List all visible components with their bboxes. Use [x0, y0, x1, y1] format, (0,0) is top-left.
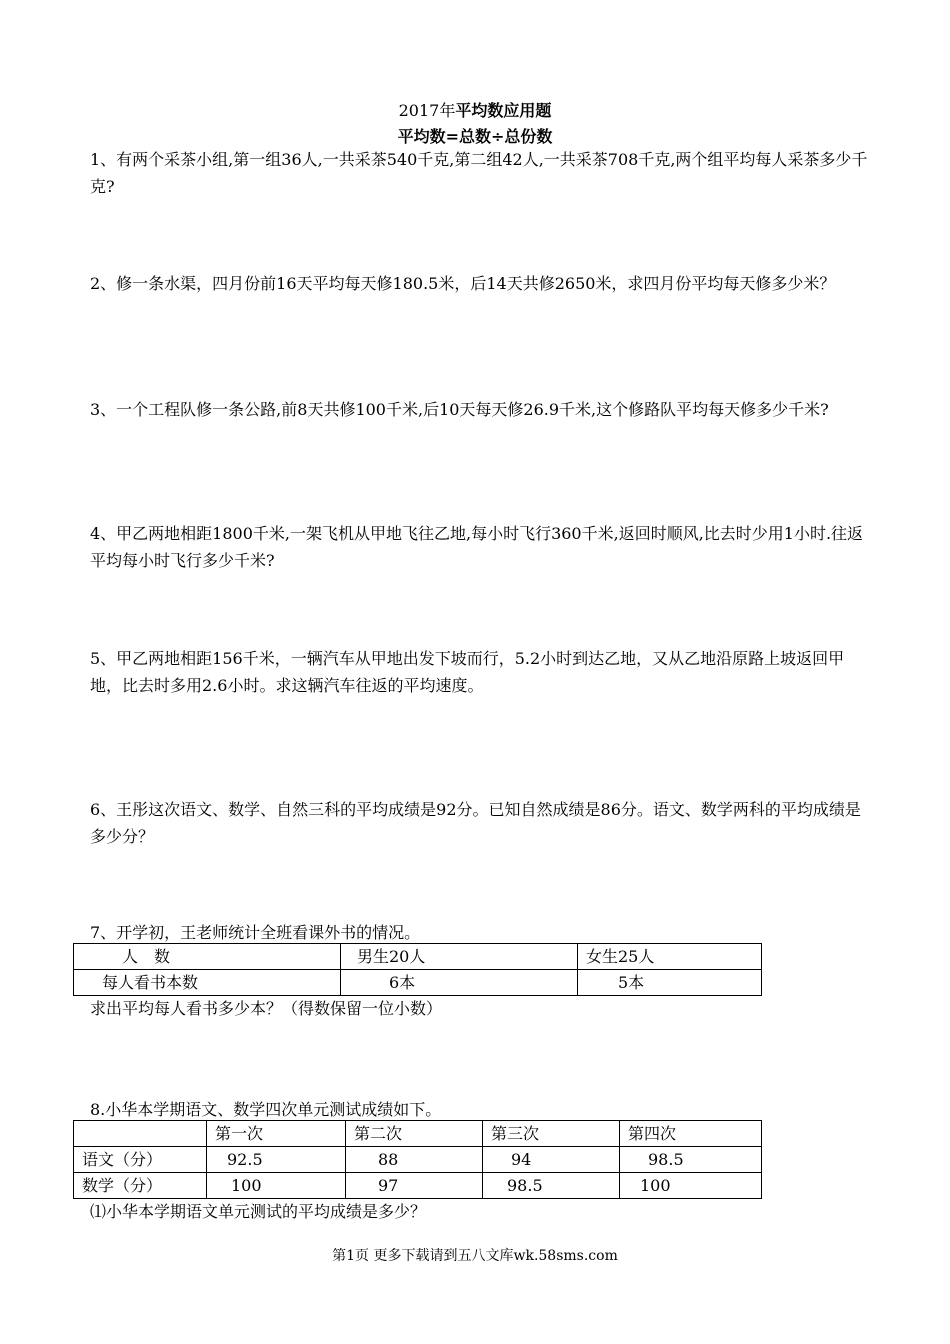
- table-cell: 语文（分）: [74, 1147, 207, 1173]
- document-title: [0, 98, 950, 121]
- reading-table: [73, 943, 762, 996]
- formula-heading: 平均数=总数÷总份数: [397, 127, 553, 146]
- question-8-sub1: ⑴小华本学期语文单元测试的平均成绩是多少？: [90, 1202, 427, 1221]
- table-cell: 男生20人: [341, 944, 578, 970]
- table-row: [74, 1173, 762, 1199]
- table-cell: 第二次: [346, 1121, 483, 1147]
- question-5: 5、甲乙两地相距156千米，一辆汽车从甲地出发下坡而行，5.2小时到达乙地，又从乙地沿原路上坡返回甲地，比去时多用2.6小时。求这辆汽车往返的平均速度。: [90, 649, 845, 695]
- table-row: [74, 944, 762, 970]
- page-footer: 第1页 更多下载请到五八文库wk.58sms.com: [332, 1248, 618, 1264]
- table-cell: 女生25人: [578, 944, 762, 970]
- question-7-ask: 求出平均每人看书多少本？（得数保留一位小数）: [90, 999, 443, 1018]
- table-cell: 94: [483, 1147, 620, 1173]
- table-cell: 100: [207, 1173, 346, 1199]
- table-cell: 5本: [578, 970, 762, 996]
- question-1: 1、有两个采茶小组,第一组36人,一共采茶540千克,第二组42人,一共采茶708千克,两个组平均每人采茶多少千克?: [90, 150, 868, 196]
- table-cell: 数学（分）: [74, 1173, 207, 1199]
- table-row: [74, 970, 762, 996]
- question-3: 3、一个工程队修一条公路,前8天共修100千米,后10天每天修26.9千米,这个修路队平均每天修多少千米?: [90, 400, 829, 419]
- question-2: 2、修一条水渠，四月份前16天平均每天修180.5米，后14天共修2650米，求四月份平均每天修多少米？: [90, 274, 836, 293]
- table-cell: 100: [620, 1173, 762, 1199]
- table-cell: 第一次: [207, 1121, 346, 1147]
- question-4: 4、甲乙两地相距1800千米,一架飞机从甲地飞往乙地,每小时飞行360千米,返回时顺风,比去时少用1小时.往返平均每小时飞行多少千米?: [90, 524, 864, 570]
- table-cell: 98.5: [620, 1147, 762, 1173]
- table-cell: 6本: [341, 970, 578, 996]
- question-7-intro: 7、开学初，王老师统计全班看课外书的情况。: [90, 923, 421, 942]
- scores-table: [73, 1120, 762, 1199]
- table-cell: 人 数: [74, 944, 341, 970]
- table-cell: 第三次: [483, 1121, 620, 1147]
- table-cell: 88: [346, 1147, 483, 1173]
- table-cell: 92.5: [207, 1147, 346, 1173]
- table-row: [74, 1147, 762, 1173]
- title-main: 平均数应用题: [455, 101, 552, 120]
- question-6: 6、王彤这次语文、数学、自然三科的平均成绩是92分。已知自然成绩是86分。语文、数学两科的平均成绩是多少分？: [90, 800, 861, 846]
- table-cell: 98.5: [483, 1173, 620, 1199]
- table-cell: 第四次: [620, 1121, 762, 1147]
- table-cell: 每人看书本数: [74, 970, 341, 996]
- table-cell: 97: [346, 1173, 483, 1199]
- table-row: [74, 1121, 762, 1147]
- title-year: 2017年: [398, 101, 456, 120]
- table-cell: [74, 1121, 207, 1147]
- question-8-intro: 8.小华本学期语文、数学四次单元测试成绩如下。: [90, 1100, 442, 1119]
